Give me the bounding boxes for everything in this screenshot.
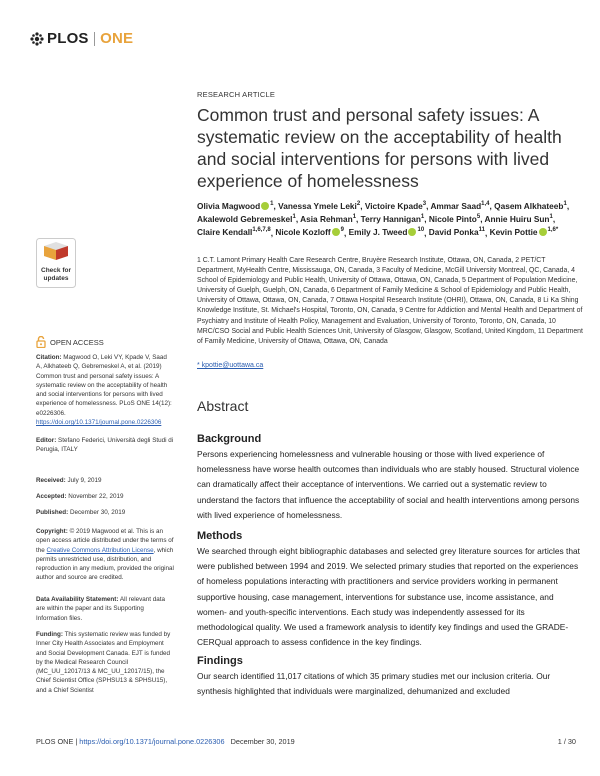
author-list: Olivia Magwood $^1$, Vanessa Ymele Leki$^2$, Victoire Kpade$^3$, Ammar Saad$^{1,4}$, Qasem Alkhateeb$^1$, Akalewold Gebremeskel$^1$, Asia Rehman$^1$, Terry Hannigan$^1$, Nicole Pinto$^5$, Annie Huiru Sun$^1$, Claire Kendall$^{1,6,7,8}$, Nicole Kozloff $^9$, Emily J. Tweed $^{10}$, David Ponka$^{11}$, Kevin Pottie $^{1,6*}$ xyxy=(197,200,570,238)
citation-block: Citation: Magwood O, Leki VY, Kpade V, Saad A, Alkhateeb Q, Gebremeskel A, et al. (2019) Common trust and personal safety issues: A systematic review on the acceptability of health and social interventions for persons with lived experience of homelessness. PLoS ONE 14(12): e0226306. https://doi.org/10.1371/journal.pone.0226306 xyxy=(36,354,172,427)
author-name: Annie Huiru Sun xyxy=(484,214,550,225)
article-type: RESEARCH ARTICLE xyxy=(197,90,276,99)
author-name: Akalewold Gebremeskel xyxy=(197,214,293,225)
author xyxy=(490,227,559,237)
page-footer xyxy=(36,737,576,746)
author-name: David Ponka xyxy=(428,227,479,238)
orcid-icon[interactable] xyxy=(408,228,416,236)
citation-doi-link[interactable]: https://doi.org/10.1371/journal.pone.0226306 xyxy=(36,419,162,427)
plos-flower-icon xyxy=(30,32,44,46)
author-affiliation-sup: 9 xyxy=(340,227,344,234)
findings-text: Our search identified 11,017 citations of which 35 primary studies met our inclusion criteria. Our synthesis highlighted that individuals were marginalized, dehumanized and excluded xyxy=(197,671,551,697)
author-affiliation-sup: 1 xyxy=(292,214,296,221)
author-affiliation-sup: 10 xyxy=(417,227,425,234)
funding-block: Funding: This systematic review was funded by Inner City Health Associates and Employment and Social Development Canada. EJT is funded by the Medical Research Council (MC_UU_12017/13 & MC_UU_12017/15), the Chief Scientist Office (SPHSU13 & SPHSU15), and a Chief Scientist xyxy=(36,631,171,694)
author-affiliation-sup: 1 xyxy=(420,214,425,221)
author-affiliation-sup: 2 xyxy=(356,201,361,207)
author xyxy=(365,201,426,211)
page-number: 1 / 30 xyxy=(557,737,576,746)
logo-plos-text: PLOS xyxy=(47,30,89,47)
author xyxy=(430,201,489,211)
crossmark-line1: Check for xyxy=(41,267,71,274)
open-access xyxy=(36,336,104,348)
received-block: Received: July 9, 2019 xyxy=(36,477,102,484)
author-name: Ammar Saad xyxy=(430,200,482,211)
author-affiliation-sup: 11 xyxy=(478,227,485,234)
data-availability-block: Data Availability Statement: All relevant data are within the paper and its Supporting Information files. xyxy=(36,596,166,622)
article-title: Common trust and personal safety issues: A systematic review on the acceptability of health and social interventions for persons with lived experience of homelessness xyxy=(197,105,562,191)
author-affiliation-sup: 1 xyxy=(549,214,553,221)
author xyxy=(349,227,425,237)
background-heading: Background xyxy=(197,433,262,445)
footer-date: December 30, 2019 xyxy=(230,737,295,746)
author-affiliation-sup: 1,6* xyxy=(547,227,559,234)
published-block: Published: December 30, 2019 xyxy=(36,509,126,516)
author-affiliation-sup: 1 xyxy=(270,201,274,207)
author xyxy=(197,214,296,224)
author-name: Kevin Pottie xyxy=(489,227,538,238)
orcid-icon[interactable] xyxy=(332,228,340,236)
cc-license-link[interactable]: Creative Commons Attribution License xyxy=(46,546,154,554)
methods-text: We searched through eight bibliographic databases and selected grey literature sources for articles that were published between 1994 and 2019. We selected primary studies that reported on the experiences of homeless populations interacting with practitioners and service providers working in permanent supportive housing, case management, interventions for substance use, income assistance, and women- and youth-specific interventions. Each study was independently assessed for its methodological quality. We used a framework analysis to identify key findings and used the GRADE-CERQual approach to assess confidence in the key findings. xyxy=(197,546,580,648)
orcid-icon[interactable] xyxy=(539,228,547,236)
accepted-block: Accepted: November 22, 2019 xyxy=(36,493,124,500)
author xyxy=(361,214,425,224)
author xyxy=(278,201,360,211)
orcid-icon[interactable] xyxy=(261,202,269,210)
author-name: Asia Rehman xyxy=(300,214,353,225)
author-name: Olivia Magwood xyxy=(197,200,261,211)
methods-heading: Methods xyxy=(197,530,243,542)
author xyxy=(429,227,485,237)
footer-doi-link[interactable]: https://doi.org/10.1371/journal.pone.0226306 xyxy=(79,737,225,746)
author-affiliation-sup: 5 xyxy=(476,214,481,221)
author-name: Claire Kendall xyxy=(197,227,253,238)
footer-sep: | xyxy=(75,737,78,746)
author-name: Nicole Kozloff xyxy=(275,227,331,238)
author xyxy=(197,201,274,211)
author-name: Vanessa Ymele Leki xyxy=(278,200,357,211)
author-affiliation-sup: 3 xyxy=(422,201,427,207)
crossmark-line2: updates xyxy=(43,275,69,282)
author-name: Terry Hannigan xyxy=(360,214,421,225)
author-name: Emily J. Tweed xyxy=(348,227,408,238)
author xyxy=(275,227,344,237)
author-affiliation-sup: 1,6,7,8 xyxy=(252,227,271,234)
author-name: Qasem Alkhateeb xyxy=(494,200,564,211)
abstract-heading: Abstract xyxy=(197,398,249,414)
author-affiliation-sup: 1 xyxy=(563,201,567,207)
editor-block: Editor: Stefano Federici, Università degli Studi di Perugia, ITALY xyxy=(36,437,174,454)
corresponding-email[interactable]: * kpottie@uottawa.ca xyxy=(197,362,264,369)
footer-journal: PLOS ONE xyxy=(36,737,74,746)
copyright-block: Copyright: © 2019 Magwood et al. This is an open access article distributed under the terms of the Creative Commons Attribution License, which permits unrestricted use, distribution, and reproduction in any medium, provided the original author and source are credited. xyxy=(36,528,174,582)
author-affiliation-sup: 1,4 xyxy=(481,201,490,207)
author-name: Nicole Pinto xyxy=(428,214,477,225)
open-access-label: OPEN ACCESS xyxy=(50,337,104,347)
background-text: Persons experiencing homelessness and vulnerable housing or those with lived experience of homelessness have worse health outcomes than individuals who are stably housed. Structural violence can dramatically affect their acceptance of interventions. We carried out a systematic review to understand the factors that influence the acceptability of social and health interventions among persons with lived experience of homelessness. xyxy=(197,449,580,520)
findings-heading: Findings xyxy=(197,655,243,667)
check-for-updates-badge[interactable] xyxy=(36,238,76,288)
crossmark-icon xyxy=(36,238,76,288)
logo-one-text: ONE xyxy=(100,30,134,47)
author xyxy=(197,227,271,237)
author xyxy=(429,214,480,224)
author-affiliation-sup: 1 xyxy=(352,214,357,221)
open-lock-icon xyxy=(36,336,46,348)
author-name: Victoire Kpade xyxy=(364,200,423,211)
journal-logo[interactable] xyxy=(30,30,133,47)
affiliations: 1 C.T. Lamont Primary Health Care Research Centre, Bruyère Research Institute, Ottawa, ON, Canada, 2 PET/CT Department, MyHealth Centre, Mississauga, ON, Canada, 3 Faculty of Medicine, McGill University Montreal, QC, Canada, 4 School of Epidemiology and Public Health, University of Ottawa, Ottawa, ON, Canada, 5 Department of Population Medicine, University of Guelph, Guelph, ON, Canada, 6 Department of Family Medicine & School of Epidemiology and Public Health, University of Ottawa, Ottawa, ON, Canada, 7 Ottawa Hospital Research Institute (OHRI), Ottawa, ON, Canada, 8 Li Ka Shing Knowledge Institute, St. Michael's Hospital, Toronto, ON, Canada, 9 Centre for Addiction and Mental Health and Department of Psychiatry and Institute of Health Policy, Management and Evaluation, University of Toronto, Toronto, ON, Canada, 10 MRC/CSO Social and Public Health Sciences Unit, University of Glasgow, Glasgow, Scotland, United Kingdom, 11 Department of Family Medicine, University of Ottawa, Ottawa, ON, Canada xyxy=(197,257,583,345)
author xyxy=(494,201,567,211)
author xyxy=(485,214,553,224)
logo-divider xyxy=(94,32,96,46)
author xyxy=(300,214,356,224)
